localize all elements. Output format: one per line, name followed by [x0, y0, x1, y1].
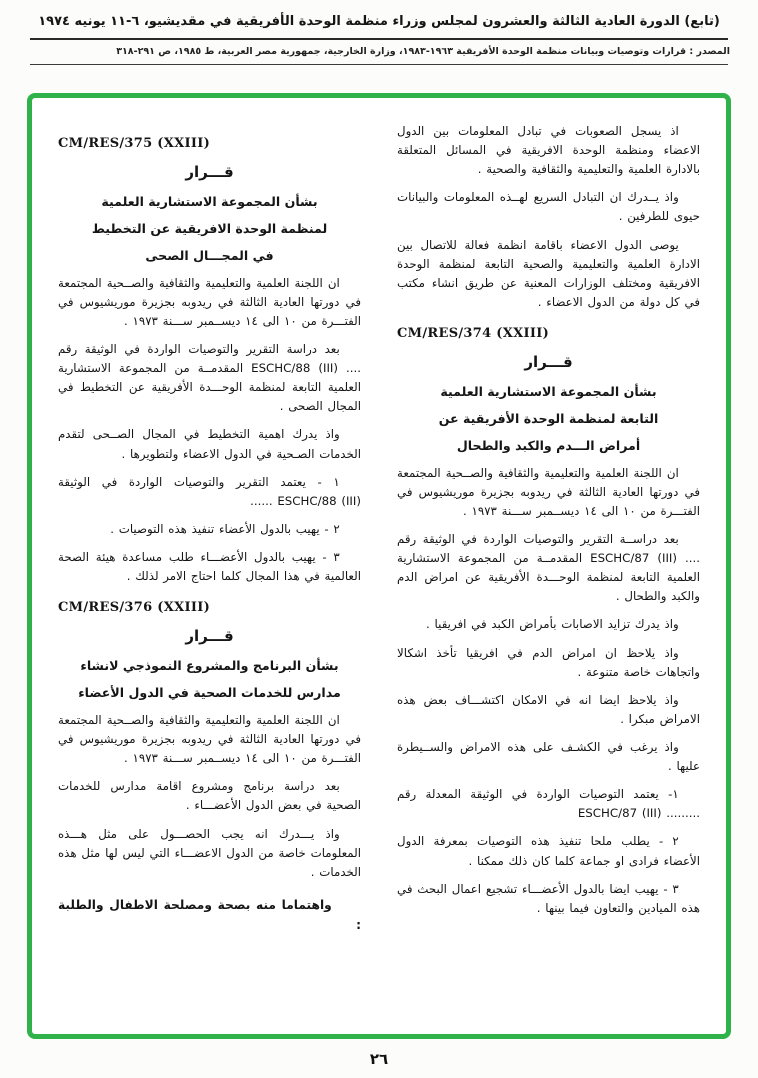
paragraph: ان اللجنة العلمية والتعليمية والثقافية والصــحية المجتمعة في دورتها العادية الثالثة في ريدوبه بجزيرة موريشيوس في الفتـــرة من ١٠ الى ١٤ ديســمبر ســـنة ١٩٧٣ .	[58, 712, 361, 766]
resolution-subheading: بشأن البرنامج والمشروع النموذجي لانشاء	[80, 658, 339, 674]
paragraph: واذ يرغب في الكشـف على هذه الامراض والســيطرة عليها .	[397, 739, 700, 774]
resolution-heading: قـــرار	[185, 627, 234, 646]
paragraph: واذ يلاحظ ان امراض الدم في افريقيا تأخذ اشكالا واتجاهات خاصة متنوعة .	[397, 645, 700, 679]
paragraph: واذ يدرك تزايد الاصابات بأمراض الكبد في افريقيا .	[426, 617, 679, 632]
resolution-code: CM/RES/376 (XXIII)	[58, 600, 211, 616]
paragraph: ان اللجنة العلمية والتعليمية والثقافية والصــحية المجتمعة في دورتها العادية الثالثة في ريدوبه بجزيرة موريشيوس في الفتـــرة من ١٠ الى ١٤ ديســمبر ســـنة ١٩٧٣ .	[397, 465, 700, 518]
paragraph: ١ - يعتمد التقرير والتوصيات الواردة في الوثيقة ESCHC/88 (III) ......	[58, 474, 361, 508]
resolution-code: CM/RES/374 (XXIII)	[397, 325, 550, 341]
resolution-subheading: مدارس للخدمات الصحية في الدول الأعضاء	[78, 685, 341, 701]
resolution-subheading: التابعة لمنظمة الوحدة الأفريقية عن	[438, 410, 659, 426]
page-header	[0, 0, 758, 65]
paragraph: واذ يـــدرك انه يجب الحصـــول على مثل هـــذه المعلومات خاصة من الدول الاعضـــاء التي ليس لها مثل هذه الخدمات .	[58, 826, 361, 879]
source-note: المصدر : قرارات وتوصيات وبيانات منظمة الوحدة الأفريقية ١٩٦٣-١٩٨٣، وزارة الخارجية، جمهورية مصر العربية، ط ١٩٨٥، ص ٢٩١-٣١٨	[116, 46, 730, 57]
paragraph: واذ يلاحظ ايضا انه في الامكان اكتشـــاف بعض هذه الامراض مبكرا .	[397, 692, 700, 726]
resolution-subheading: أمراض الـــدم والكبد والطحال	[456, 437, 641, 453]
column-left	[58, 122, 361, 1018]
page-footer	[0, 1050, 758, 1068]
paragraph: بعد دراسة التقرير والتوصيات الواردة في الوثيقة رقم .... ESCHC/88 (III) المقدمــة من المجموعة الاستشارية العلمية التابعة لمنظمة الوحـــدة الأفريقية عن التخطيط في المجال الصحى .	[58, 342, 361, 414]
page-title: (تابع) الدورة العادية الثالثة والعشرون لمجلس وزراء منظمة الوحدة الأفريقية في مقديشيو، ٦-١١ يونيه ١٩٧٤	[38, 14, 720, 29]
paragraph: ٣ - يهيب بالدول الأعضـــاء طلب مساعدة هيئة الصحة العالمية في هذا المجال كلما احتاج الامر لذلك .	[58, 549, 361, 584]
paragraph: واذ يدرك اهمية التخطيط في المجال الصــحى لتقدم الخدمات الصـحية في الدول الاعضاء ولتطويرها .	[58, 427, 361, 461]
resolution-heading: قـــرار	[185, 163, 234, 181]
resolution-subheading: في المجـــال الصحى	[145, 247, 274, 263]
paragraph: واذ يــدرك ان التبادل السريع لهــذه المعلومات والبيانات حيوى للطرفين .	[397, 190, 700, 224]
paragraph-emphasis: واهتماما منه بصحة ومصلحة الاطفال والطلبة :	[58, 897, 361, 932]
resolution-subheading: بشأن المجموعة الاستشارية العلمية	[440, 383, 657, 399]
paragraph: يوصى الدول الاعضاء باقامة انظمة فعالة للاتصال بين الادارة العلمية والتعليمية والصحية التابعة لمنظمة الوحدة الافريقية ومختلف الوزارات المعنية عن طريق انشاء مكتب في كل دولة من الدول الاعضاء .	[397, 237, 700, 309]
page-number: ٢٦	[369, 1050, 389, 1068]
paragraph: ٣ - يهيب ايضا بالدول الأعضـــاء تشجيع اعمال البحث في هذه الميادين والتعاون فيما بينها .	[397, 881, 700, 915]
paragraph: بعد دراســة التقرير والتوصيات الواردة في الوثيقة رقم .... ESCHC/87 (III) المقدمــة من المجموعة الاستشارية العلمية التابعة لمنظمة الوحـــدة الأفريقية عن امراض الدم والكبد والطحال .	[397, 531, 700, 604]
paragraph: بعد دراسة برنامج ومشروع اقامة مدارس للخدمات الصحية في بعض الدول الأعضـــاء .	[58, 779, 361, 813]
header-divider-top	[30, 38, 728, 40]
resolution-code: CM/RES/375 (XXIII)	[58, 136, 211, 151]
resolution-subheading: لمنظمة الوحدة الافريقية عن التخطيط	[91, 220, 328, 236]
resolution-heading: قـــرار	[524, 352, 573, 371]
paragraph: ١- يعتمد التوصيات الواردة في الوثيقة المعدلة رقم ......... ESCHC/87 (III)	[397, 787, 700, 821]
paragraph: اذ يسجل الصعوبات في تبادل المعلومات بين الدول الاعضاء ومنظمة الوحدة الافريقية في المسائل المتعلقة بالادارة العلمية والتعليمية والثقافية والصحية .	[397, 124, 700, 177]
resolution-subheading: بشأن المجموعة الاستشارية العلمية	[101, 194, 318, 209]
column-right	[397, 122, 700, 1018]
header-divider-bottom	[30, 64, 728, 65]
paragraph: ان اللجنة العلمية والتعليمية والثقافية والصــحية المجتمعة في دورتها العادية الثالثة في ريدوبه بجزيرة موريشيوس في الفتـــرة من ١٠ الى ١٤ ديســمبر ســـنة ١٩٧٣ .	[58, 275, 361, 328]
paragraph: ٢ - يهيب بالدول الأعضاء تنفيذ هذه التوصيات .	[110, 521, 340, 536]
content-box	[27, 93, 731, 1039]
paragraph: ٢ - يطلب ملحا تنفيذ هذه التوصيات بمعرفة الدول الأعضاء فرادى او جماعة كلما كان ذلك ممكنا .	[397, 834, 700, 868]
